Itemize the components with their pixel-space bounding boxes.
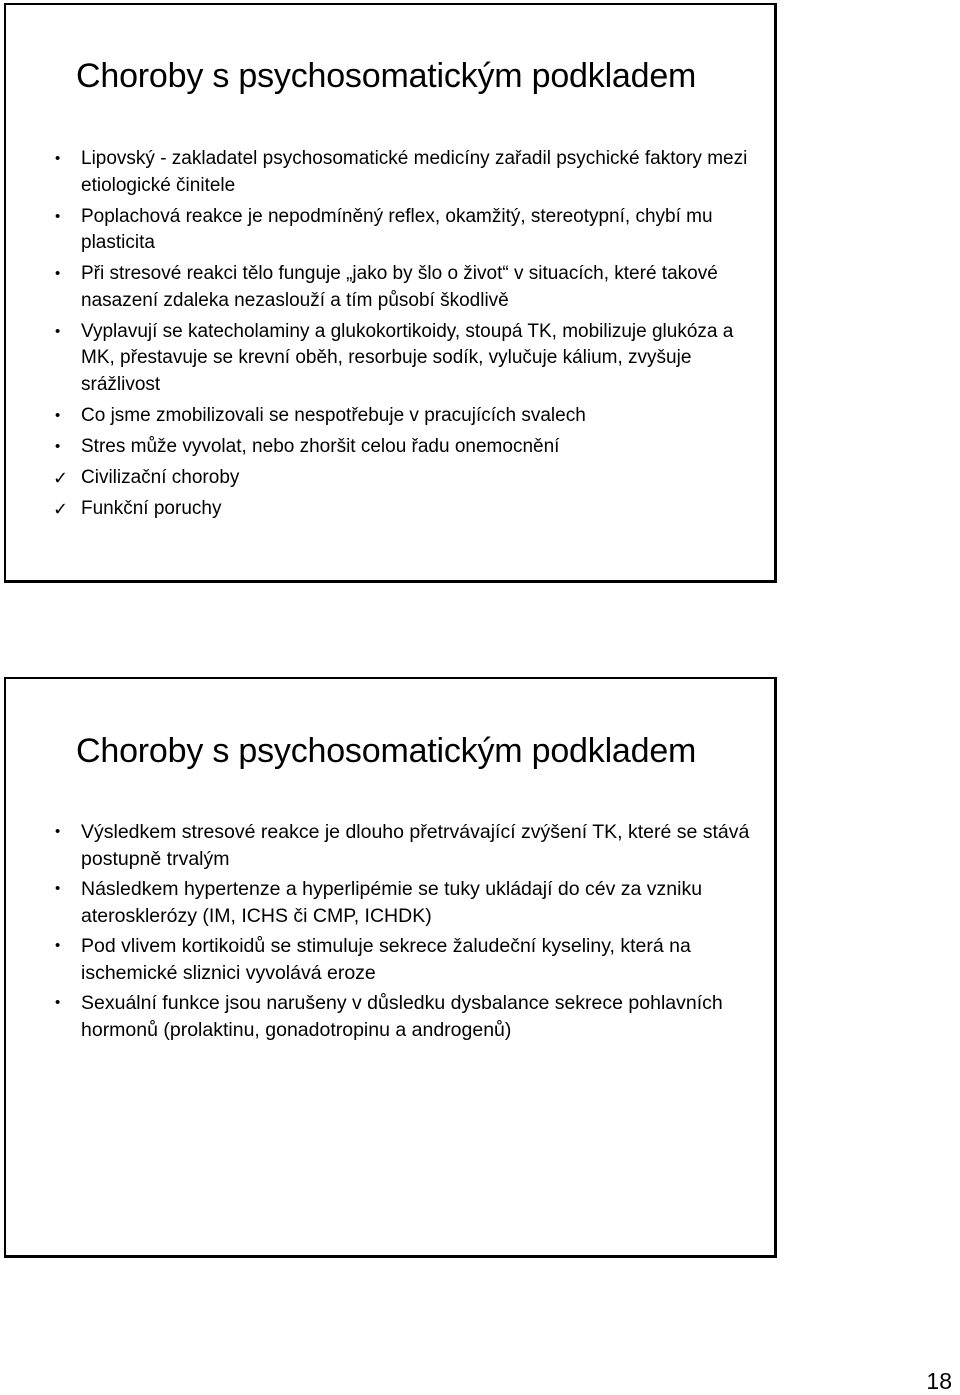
list-item-text: Vyplavují se katecholaminy a glukokortikoidy, stoupá TK, mobilizuje glukóza a MK, přestavuje se krevní oběh, resorbuje sodík, vylučuje kálium, zvyšuje srážlivost (81, 320, 734, 395)
list-item-text: Výsledkem stresové reakce je dlouho přetrvávající zvýšení TK, které se stává postupně trvalým (81, 821, 750, 870)
bullet-icon: • (55, 406, 61, 424)
bullet-icon: • (55, 880, 61, 897)
checkmark-icon: ✓ (53, 498, 69, 519)
bullet-icon: • (55, 207, 61, 225)
list-item-text: Civilizační choroby (81, 466, 240, 488)
list-item-text: Pod vlivem kortikoidů se stimuluje sekrece žaludeční kyseliny, která na ischemické sliznici vyvolává eroze (81, 935, 691, 984)
bullet-icon: • (55, 322, 61, 340)
slide-title: Choroby s psychosomatickým podkladem (76, 57, 697, 95)
list-item-text: Stres může vyvolat, nebo zhoršit celou řadu onemocnění (81, 435, 560, 457)
bullet-icon: • (55, 150, 61, 167)
list-item (53, 319, 754, 399)
list-item-text: Sexuální funkce jsou narušeny v důsledku dysbalance sekrece pohlavních hormonů (prolaktinu, gonadotropinu a androgenů) (81, 992, 723, 1041)
list-item (53, 465, 754, 492)
list-item-text: Co jsme zmobilizovali se nespotřebuje v pracujících svalech (81, 404, 586, 426)
slide-2 (4, 677, 777, 1258)
list-item (53, 434, 754, 461)
bullet-icon: • (55, 994, 61, 1011)
checkmark-icon: ✓ (53, 467, 69, 488)
bullet-list (53, 146, 754, 527)
list-item-text: Při stresové reakci tělo funguje „jako by šlo o život“ v situacích, které takové nasazení zdaleka nezaslouží a tím působí škodlivě (81, 263, 718, 311)
bullet-icon: • (55, 937, 61, 954)
bullet-icon: • (55, 265, 61, 282)
slide-1 (4, 3, 777, 583)
bullet-list (53, 819, 754, 1047)
bullet-icon: • (55, 437, 61, 455)
list-item-text: Lipovský - zakladatel psychosomatické medicíny zařadil psychické faktory mezi etiologické činitele (81, 148, 748, 196)
list-item (53, 819, 754, 872)
list-item (53, 403, 754, 430)
list-item (53, 261, 754, 314)
list-item (53, 933, 754, 986)
list-item (53, 990, 754, 1043)
list-item-text: Funkční poruchy (81, 497, 222, 519)
list-item (53, 146, 754, 199)
list-item-text: Následkem hypertenze a hyperlipémie se tuky ukládají do cév za vzniku aterosklerózy (IM, ICHS či CMP, ICHDK) (81, 878, 703, 927)
list-item (53, 496, 754, 523)
page-number: 18 (926, 1368, 952, 1394)
bullet-icon: • (55, 823, 61, 840)
list-item (53, 204, 754, 257)
list-item-text: Poplachová reakce je nepodmíněný reflex, okamžitý, stereotypní, chybí mu plasticita (81, 205, 713, 253)
list-item (53, 876, 754, 929)
slide-title: Choroby s psychosomatickým podkladem (76, 732, 697, 770)
